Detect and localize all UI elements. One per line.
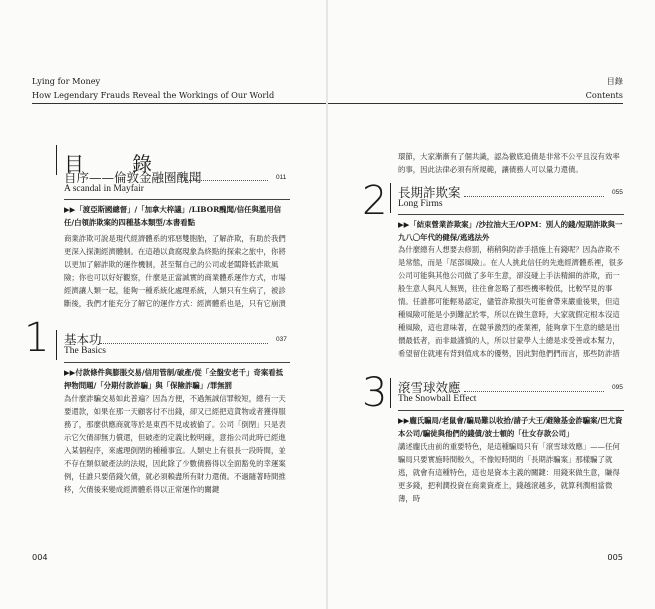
chapter-1-title: 基本功 [64,332,102,347]
chapter-bar-2 [390,183,391,213]
book-subtitle: How Legendary Frauds Reveal the Workings of Our World [32,90,275,100]
chapter-1-page: 037 [276,336,287,343]
page-number-right: 005 [607,552,623,562]
chapter-1-rule [64,362,290,363]
book-title: Lying for Money [32,76,101,86]
title-bar [56,145,57,175]
chapter-3-rule [398,410,624,411]
running-header-left [32,74,274,102]
chapter-3-page: 095 [612,384,623,391]
page-number-left: 004 [32,552,48,562]
chapter-2-keywords: ▶▶「結束營業詐欺案」/沙拉油大王/OPM：別人的錢/短期詐欺與一九八〇年代的健保/逃逃法外 [398,220,623,242]
chapter-2-subtitle: Long Firms [398,199,443,209]
chapter-1-subtitle: The Basics [64,346,106,356]
chapter-1-body [64,392,290,522]
chapter-bar-3 [390,378,391,408]
chapter-2-rule [398,214,624,215]
continued-body [398,150,624,176]
chapter-bar-1 [56,330,57,360]
chapter-1-text: 為什麼詐騙交易如此普遍？因為方便，不過無誠信罪較短，總有一天要還款，如果在那一天顧客付不出錢，卻又已經把這貨物或者獲得服務了，那麼供應商就等於是東西不見或被偷了。公司「倒閉」只是表示它欠債卻無力償還，但破產的定義比較明確，意指公司此時已經進入某個程序，來處理倒閉的種種事宜。人類史上有很長一段時間，並不存在類似破產法的法規，因此除了少數債務得以全面豁免的幸運案例，任誰只要借錢欠債，就必須賴盡所有財力還債。不過隨著時間推移，欠債後來變成經濟體系得以正常運作的關鍵 [64,394,286,494]
header-rule [32,103,327,104]
chapter-1-keywords: ▶▶付款條件與膨脹交易/信用管制/破產/從「全盤安老千」奇案看抵押物問題/「分期付款詐騙」與「保險詐騙」/罪無罰 [64,368,284,390]
chapter-number-2: 2 [362,178,388,224]
chapter-2-text: 為什麼總有人想要去修罰，稍稍與防詐手措施上有錢呢？因為詐欺不是常態，而是「尾部風險」。在人人挑此信任的先進經濟體系裡，很多公司可能與其他公司做了多年生意，卻沒碰上手法精細的詐欺，而一般生意人與凡人無異，往往會忽略了那些機率較低，比較罕見的事情。任誰都可能輕易認定，儘管詐欺損失可能會帶來嚴重後果，但這種風險可能是小到難記於零，所以在做生意時，大家就假定根本沒這種風險，這也意味著，在競爭激烈的產業裡，能夠拿下生意的總是出價最低者，而非最謹慎的人，所以甘蒙學人土總是求受善或本幫力，希望留住就連有背到值成本的優勢，因此對他們們而言，那些防詐措 [398,245,624,358]
chapter-number-3: 3 [362,370,388,416]
preface-text: 商業詐欺可說是現代經濟體系的邪惡雙胞胎，了解詐欺，有助於我們更深入探測經濟體制。在這趟以貪腐現象為終點的探索之旅中，你將以更加了解詐欺的運作機制，甚至幫自己的公司或老闆降低詐欺風險；你也可以好好觀察，什麼是正當誠實的商業體系運作方式，市場經濟讓人類一起，能夠一種系統化處理系統，人類只有生病了，被診斷後，我們才能充分了解它的運作方式：經濟體系也是，只有它崩潰 [64,234,286,308]
leader-dots [100,343,268,344]
preface-subtitle: A scandal in Mayfair [64,184,144,194]
leader-dots [464,391,604,392]
contents-en: Contents [585,90,623,100]
chapter-2-title: 長期詐欺案 [398,185,461,200]
chapter-3-body [398,440,624,519]
chapter-3-keywords: ▶▶龐氏騙局/老鼠會/騙局難以收拾/請子大王/避險基金詐騙案/巴尤資本公司/騙徒與他們的錢債/波士頓的「仕女存款公司」 [398,416,623,438]
chapter-3-text: 講述龐氏由前的重要特色，是這種騙局只有「滾雪球效應」——任何騙局只要實施時間較久，不像短時間的「長期詐騙案」那樣騙了就逃，就會有這種特色，這也是資本主義的關鍵：用錢來做生意，賺得更多錢，把利潤投資在商業資產上，錢越滾越多，就算利潤相當微薄，時 [398,442,620,503]
left-page [0,0,327,609]
preface-rule [64,199,290,200]
preface-title: 自序——倫敦金融圈醜聞 [64,170,202,185]
toc-title: 目 錄 [64,152,166,176]
contents-zh: 目錄 [606,76,623,86]
header-rule [328,103,623,104]
preface-keywords: ▶▶「渡亞斯國總督」/「加拿大梓議」/LIBOR醜聞/信任與濫用信任/白領詐欺案的四種基本類型/本書看點 [64,205,282,227]
chapter-3-subtitle: The Snowball Effect [398,394,477,404]
chapter-3-title: 滾雪球效應 [398,380,461,395]
chapter-2-page: 055 [612,189,623,196]
running-header-right [586,74,623,102]
chapter-2-body [398,243,624,360]
preface-body [64,232,290,310]
continued-text: 環節，大家漸漸有了個共識，認為徹底追債是非常不公平且沒有效率的事，因此法律必須有所規範，讓債務人可以量力還債。 [398,152,620,174]
chapter-number-1: 1 [24,315,50,361]
right-page [328,0,655,609]
leader-dots [464,196,604,197]
preface-page: 011 [276,174,287,181]
leader-dots [184,180,268,181]
